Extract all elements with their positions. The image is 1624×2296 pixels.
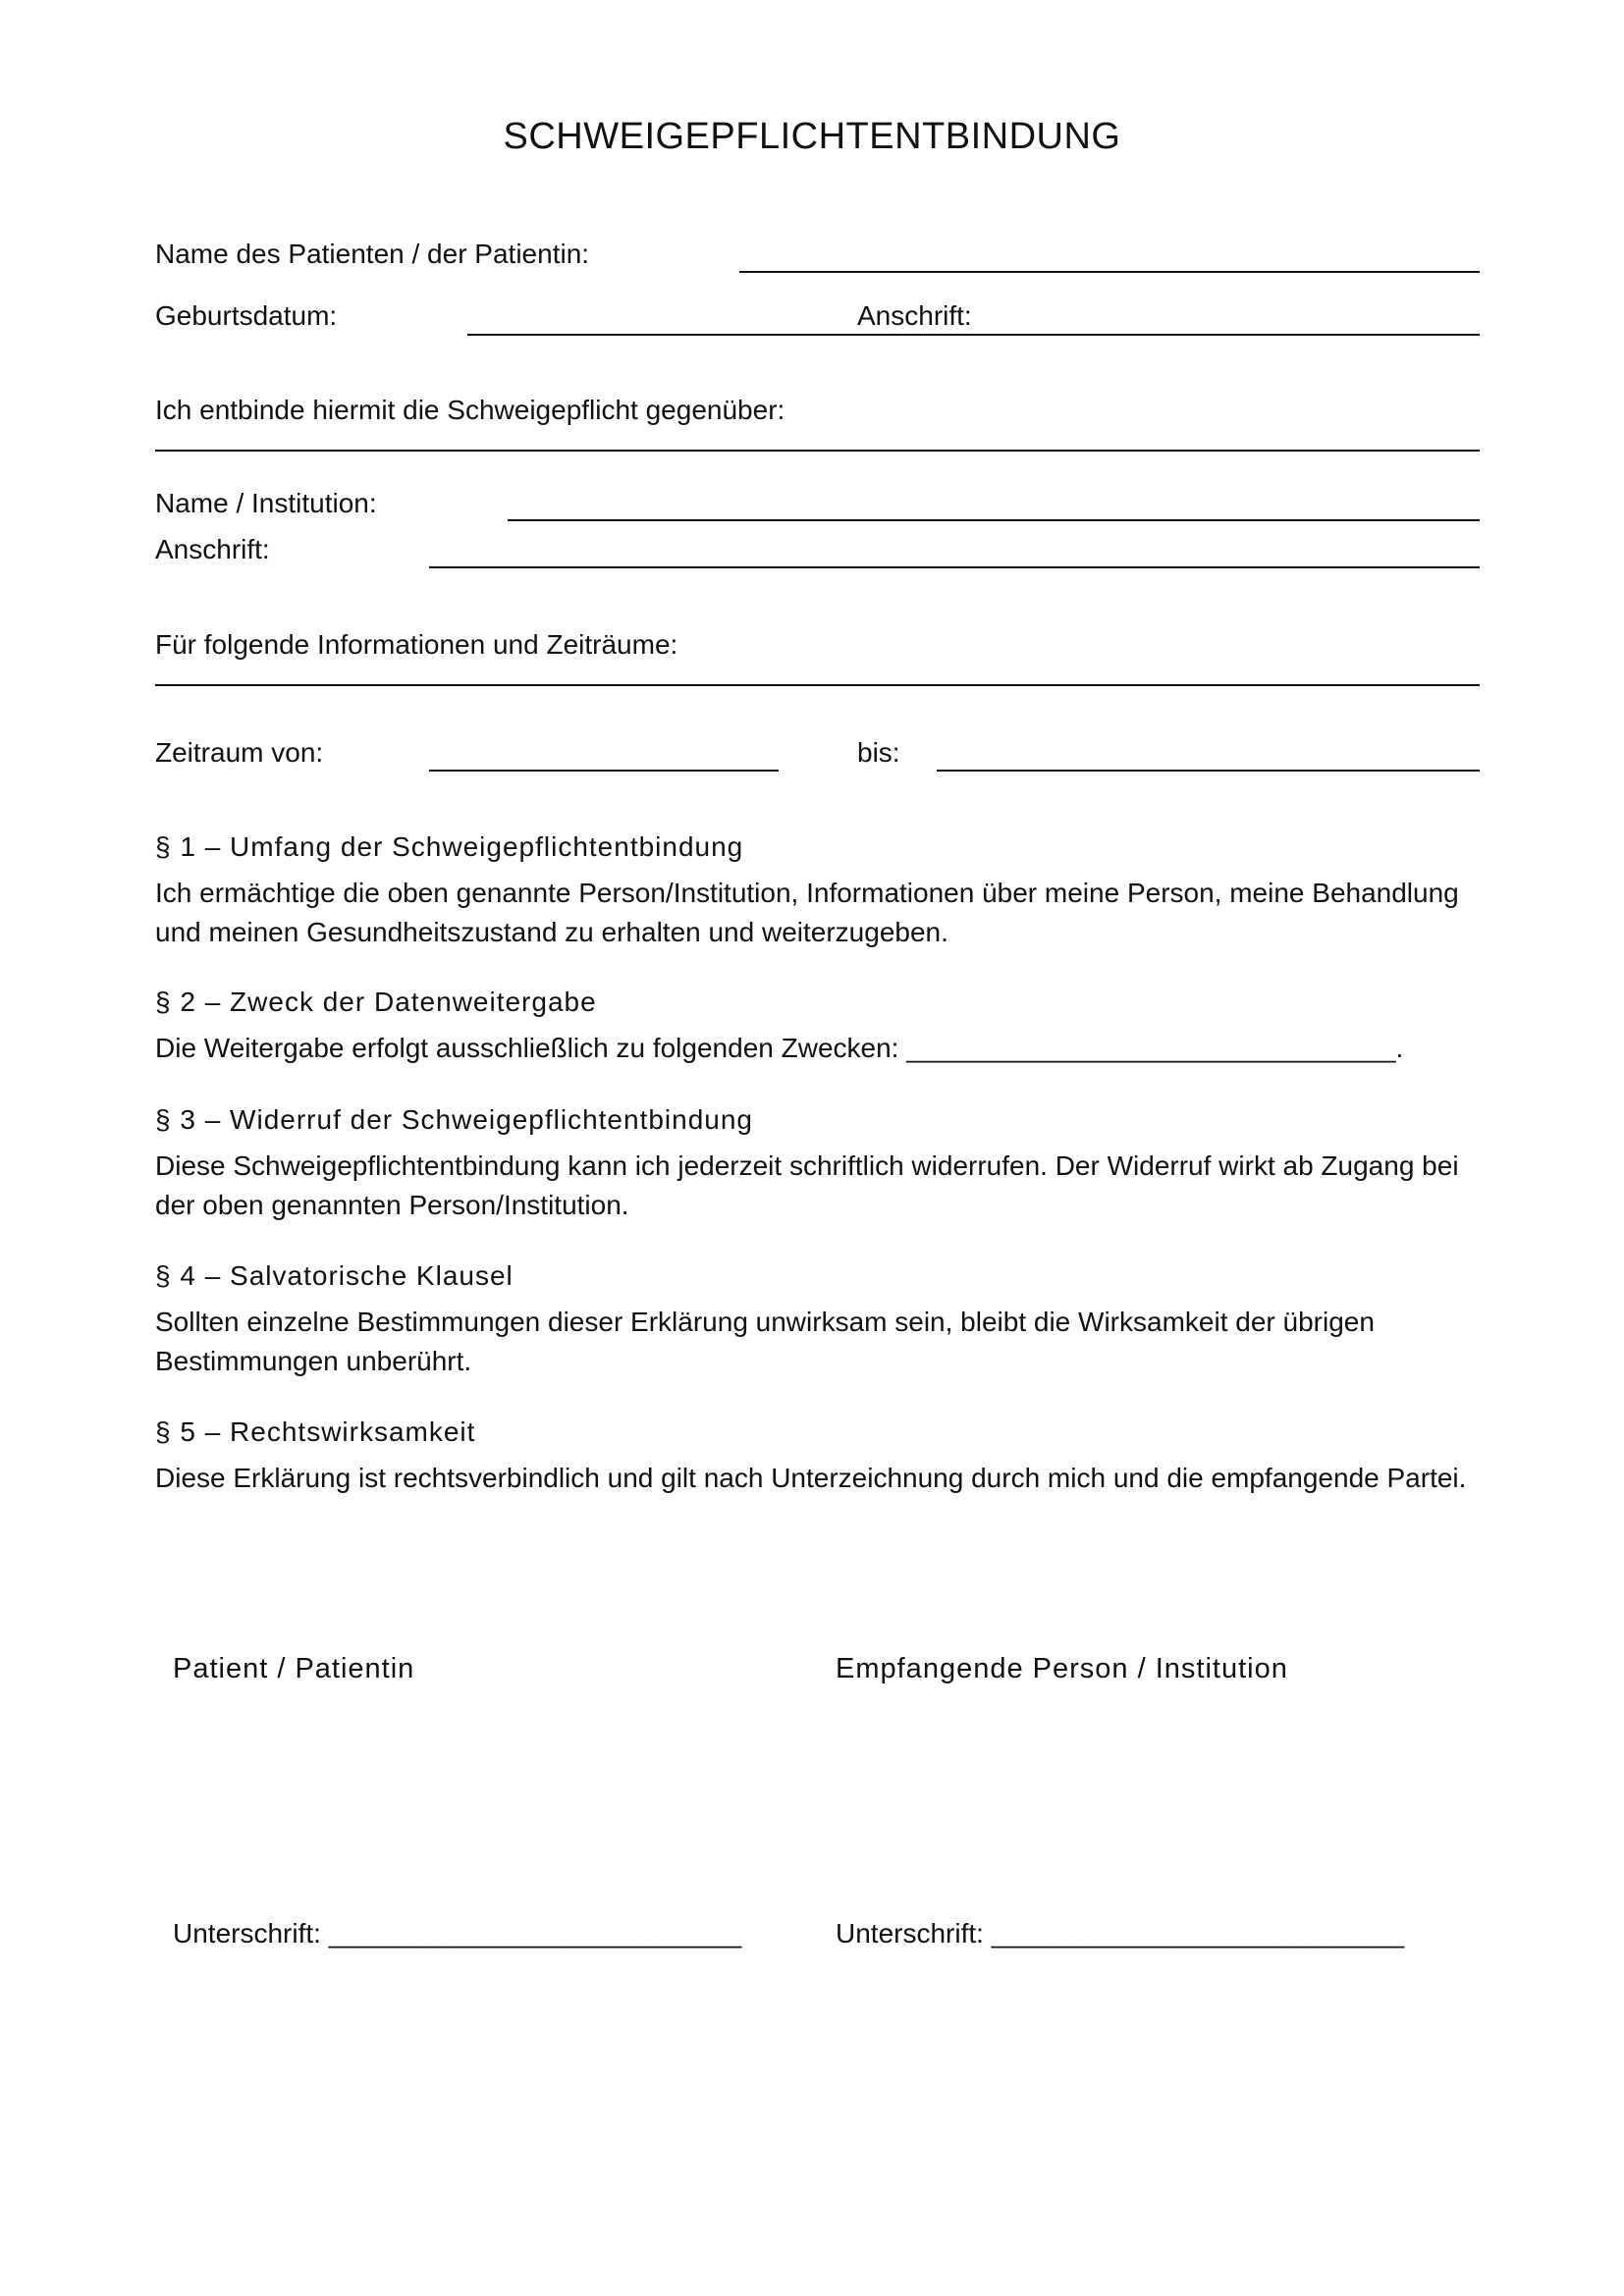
- section-heading-2: § 2 – Zweck der Datenweitergabe: [155, 987, 597, 1017]
- birthdate-field[interactable]: [467, 334, 857, 336]
- section-heading-1: § 1 – Umfang der Schweigepflichtentbindung: [155, 831, 744, 862]
- period-to-label: bis:: [857, 737, 900, 768]
- section-heading-4: § 4 – Salvatorische Klausel: [155, 1260, 514, 1291]
- patient-address-label: Anschrift:: [857, 300, 972, 331]
- section-text-4: Sollten einzelne Bestimmungen dieser Erklärung unwirksam sein, bleibt die Wirksamkeit der übrigen Bestimmungen unberührt.: [155, 1307, 1375, 1376]
- signature-heading-patient: Patient / Patientin: [173, 1653, 415, 1684]
- signature-line-patient[interactable]: Unterschrift: ___________________________: [173, 1918, 742, 1949]
- info-intro: Für folgende Informationen und Zeiträume:: [155, 629, 678, 660]
- recipient-name-field[interactable]: [508, 519, 1480, 521]
- section-text-1: Ich ermächtige die oben genannte Person/Institution, Informationen über meine Person, meine Behandlung und meinen Gesundheitszustand zu erhalten und weiterzugeben.: [155, 878, 1459, 947]
- section-heading-3: § 3 – Widerruf der Schweigepflichtentbindung: [155, 1104, 754, 1135]
- birthdate-label: Geburtsdatum:: [155, 300, 338, 331]
- section-text-5: Diese Erklärung ist rechtsverbindlich und gilt nach Unterzeichnung durch mich und die empfangende Partei.: [155, 1463, 1467, 1493]
- patient-name-label: Name des Patienten / der Patientin:: [155, 239, 590, 269]
- release-divider: [155, 450, 1480, 452]
- section-text-3: Diese Schweigepflichtentbindung kann ich jederzeit schriftlich widerrufen. Der Widerruf wirkt ab Zugang bei der oben genannten Person/Institution.: [155, 1150, 1459, 1220]
- recipient-address-field[interactable]: [429, 566, 1480, 568]
- release-intro: Ich entbinde hiermit die Schweigepflicht gegenüber:: [155, 395, 785, 425]
- section-heading-5: § 5 – Rechtswirksamkeit: [155, 1416, 476, 1447]
- period-to-field[interactable]: [937, 770, 1480, 772]
- period-from-field[interactable]: [429, 770, 779, 772]
- recipient-address-label: Anschrift:: [155, 534, 270, 564]
- period-from-label: Zeitraum von:: [155, 737, 324, 768]
- recipient-name-label: Name / Institution:: [155, 488, 377, 518]
- signature-line-recipient[interactable]: Unterschrift: ___________________________: [836, 1918, 1405, 1949]
- section-text-2: Die Weitergabe erfolgt ausschließlich zu folgenden Zwecken: ________________________________.: [155, 1033, 1404, 1063]
- signature-heading-recipient: Empfangende Person / Institution: [836, 1653, 1288, 1684]
- document-title: SCHWEIGEPFLICHTENTBINDUNG: [503, 116, 1121, 157]
- info-field[interactable]: [155, 684, 1480, 686]
- patient-address-field[interactable]: [857, 334, 1480, 336]
- patient-name-field[interactable]: [739, 271, 1480, 273]
